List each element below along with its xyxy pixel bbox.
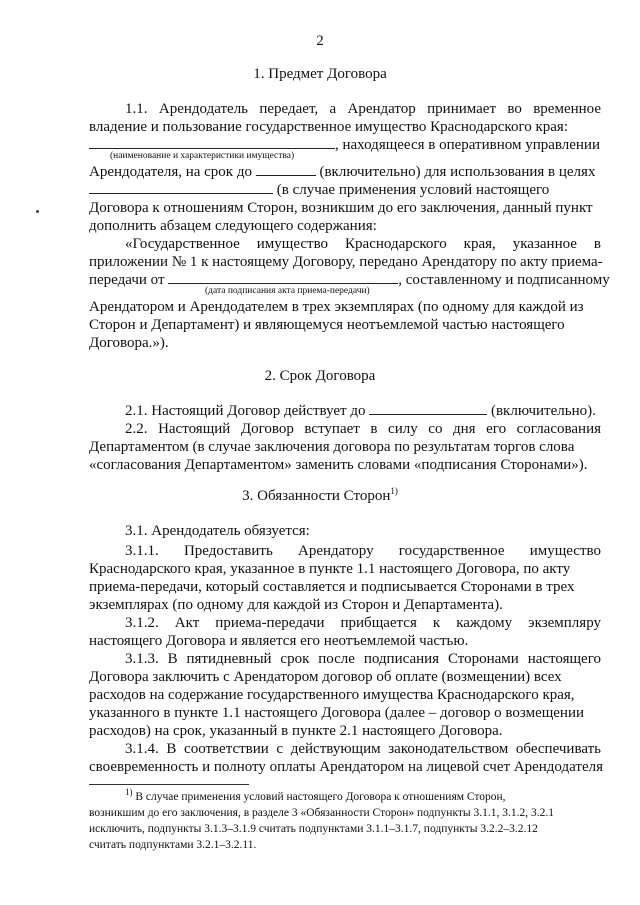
s1-line-12: Сторон и Департамент) и являющемуся неотъемлемой частью настоящего xyxy=(89,317,565,333)
s1-line-5 xyxy=(89,181,549,199)
s1-line-10-before: передачи от xyxy=(89,272,165,288)
s2-line-3: Департаментом (в случае заключения договора по результатам торгов слова xyxy=(89,439,575,455)
s3-line-1: 3.1. Арендодатель обязуется: xyxy=(125,523,310,539)
s3-line-9: Договора заключить с Арендатором договор об оплате (возмещении) всех xyxy=(89,669,562,685)
s3-line-6: 3.1.2. Акт приема-передачи прибщается к каждому экземпляру xyxy=(125,615,601,631)
s1-line-4-before: Арендодателя, на срок до xyxy=(89,164,252,180)
s2-line-4: «согласования Департаментом» заменить словами «подписания Сторонами»). xyxy=(89,457,588,473)
s2-line-1 xyxy=(125,402,596,420)
footnote-reference: 1) xyxy=(390,486,398,496)
s1-line-13: Договора.»). xyxy=(89,335,169,351)
s3-line-4: приема-передачи, который составляется и подписывается Сторонами в трех xyxy=(89,579,575,595)
s1-line-8: «Государственное имущество Краснодарского края, указанное в xyxy=(125,236,601,252)
s1-line-4 xyxy=(89,163,595,181)
margin-mark xyxy=(36,210,39,213)
s1-line-6: Договора к отношениям Сторон, возникшим до его заключения, данный пункт xyxy=(89,200,593,216)
s1-line-2: владение и пользование государственное имущество Краснодарского края: xyxy=(89,119,568,135)
s2-line-2: 2.2. Настоящий Договор вступает в силу со дня его согласования xyxy=(125,421,601,437)
s1-line-1: 1.1. Арендодатель передает, а Арендатор принимает во временное xyxy=(125,101,601,117)
s1-line-11: Арендатором и Арендодателем в трех экземплярах (по одному для каждой из xyxy=(89,299,584,315)
s3-line-12: расходов) на срок, указанный в пункте 2.1 настоящего Договора. xyxy=(89,723,503,739)
term-date-blank xyxy=(256,163,316,176)
s3-line-7: настоящего Договора и является его неотъемлемой частью. xyxy=(89,633,469,649)
footnote-line-4: считать подпунктами 3.2.1–3.2.11. xyxy=(89,839,257,851)
caption-property-name: (наименование и характеристики имущества) xyxy=(110,151,295,161)
s3-line-5: экземплярах (по одному для каждой из Сторон и Департамента). xyxy=(89,597,503,613)
section-3-heading-text: 3. Обязанности Сторон xyxy=(242,488,391,504)
s3-line-14: своевременность и полноту оплаты Арендатором на лицевой счет Арендодателя xyxy=(89,759,603,775)
expiry-date-blank xyxy=(369,402,487,415)
footnote-line-1-text: В случае применения условий настоящего Договора к отношениям Сторон, xyxy=(135,791,506,803)
footnote-line-2: возникшим до его заключения, в разделе 3 «Обязанности Сторон» подпункты 3.1.1, 3.1.2, 3.2.1 xyxy=(89,807,555,819)
s1-line-3-text: , находящееся в оперативном управлении xyxy=(335,137,600,153)
s1-line-7: дополнить абзацем следующего содержания: xyxy=(89,218,377,234)
s1-line-5-after: (в случае применения условий настоящего xyxy=(276,182,550,198)
property-name-blank xyxy=(89,136,335,149)
caption-act-date: (дата подписания акта приема-передачи) xyxy=(205,286,370,296)
s2-line-1-before: 2.1. Настоящий Договор действует до xyxy=(125,403,366,419)
s3-line-13: 3.1.4. В соответствии с действующим законодательством обеспечивать xyxy=(125,741,601,757)
s1-line-9: приложении № 1 к настоящему Договору, передано Арендатору по акту приема- xyxy=(89,254,603,270)
s3-line-8: 3.1.3. В пятидневный срок после подписания Сторонами настоящего xyxy=(125,651,601,667)
section-2-heading: 2. Срок Договора xyxy=(264,368,376,384)
footnote-line-3: исключить, подпункты 3.1.3–3.1.9 считать подпунктами 3.1.1–3.1.7, подпункты 3.2.2–3.2.12 xyxy=(89,823,538,835)
section-1-heading: 1. Предмет Договора xyxy=(253,66,387,82)
footnote-separator xyxy=(89,784,249,785)
footnote-mark: 1) xyxy=(125,787,133,798)
page-number: 2 xyxy=(316,33,324,49)
s3-line-11: указанного в пункте 1.1 настоящего Договора (далее – договор о возмещении xyxy=(89,705,585,721)
s1-line-10-after: , составленному и подписанному xyxy=(398,272,610,288)
section-3-heading xyxy=(0,488,640,505)
footnote-line-1 xyxy=(125,787,506,804)
s3-line-3: Краснодарского края, указанное в пункте 1.1 настоящего Договора, по акту xyxy=(89,561,571,577)
s1-line-4-after: (включительно) для использования в целях xyxy=(319,164,596,180)
act-date-blank xyxy=(168,271,398,284)
s3-line-10: расходов на содержание государственного имущества Краснодарского края, xyxy=(89,687,575,703)
s2-line-1-after: (включительно). xyxy=(490,403,596,419)
purpose-blank xyxy=(89,181,273,194)
s3-line-2: 3.1.1. Предоставить Арендатору государственное имущество xyxy=(125,543,601,559)
